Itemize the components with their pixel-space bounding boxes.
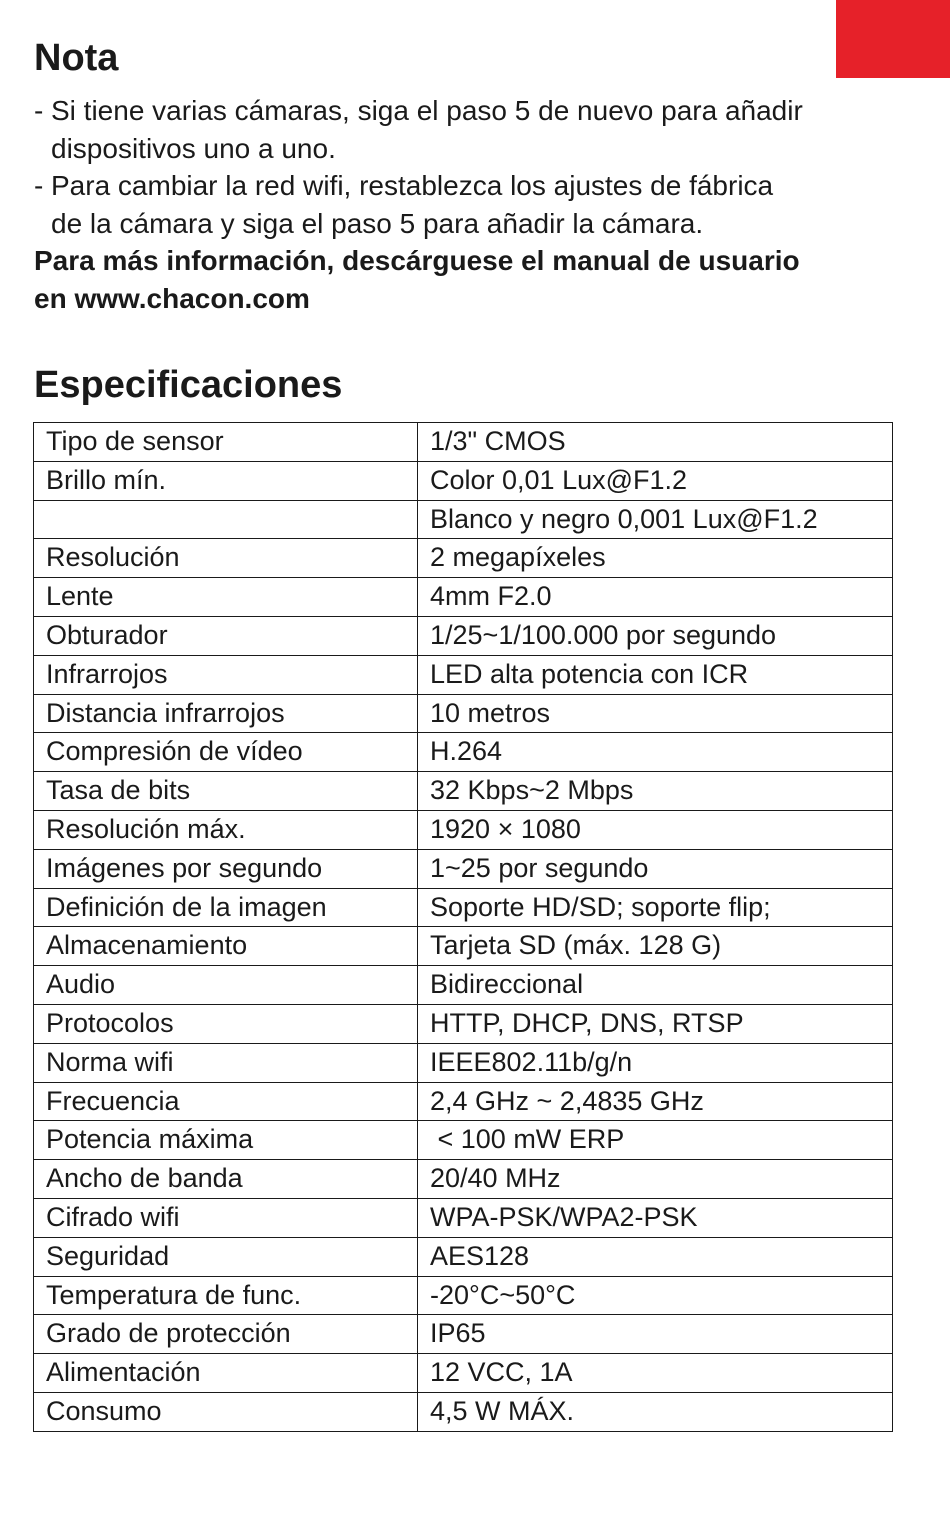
- spec-label: Tasa de bits: [34, 772, 418, 811]
- specifications-table: [33, 422, 893, 1432]
- spec-value: Tarjeta SD (máx. 128 G): [418, 927, 893, 966]
- spec-row: [34, 500, 893, 539]
- spec-label: Consumo: [34, 1392, 418, 1431]
- spec-row: [34, 578, 893, 617]
- spec-value: -20°C~50°C: [418, 1276, 893, 1315]
- spec-label: Compresión de vídeo: [34, 733, 418, 772]
- spec-value: IEEE802.11b/g/n: [418, 1043, 893, 1082]
- spec-row: [34, 810, 893, 849]
- spec-value: WPA-PSK/WPA2-PSK: [418, 1198, 893, 1237]
- more-info-text: [34, 242, 914, 317]
- spec-row: [34, 539, 893, 578]
- spec-value: H.264: [418, 733, 893, 772]
- spec-row: [34, 1315, 893, 1354]
- spec-value: 1~25 por segundo: [418, 849, 893, 888]
- spec-row: [34, 733, 893, 772]
- spec-row: [34, 616, 893, 655]
- spec-row: [34, 1004, 893, 1043]
- spec-value: 32 Kbps~2 Mbps: [418, 772, 893, 811]
- spec-label: Potencia máxima: [34, 1121, 418, 1160]
- spec-row: [34, 694, 893, 733]
- spec-value: 2 megapíxeles: [418, 539, 893, 578]
- spec-label: Brillo mín.: [34, 461, 418, 500]
- spec-value: 1920 × 1080: [418, 810, 893, 849]
- spec-label: Resolución máx.: [34, 810, 418, 849]
- spec-row: [34, 461, 893, 500]
- spec-row: [34, 927, 893, 966]
- spec-value: < 100 mW ERP: [418, 1121, 893, 1160]
- spec-row: [34, 772, 893, 811]
- nota-section: [34, 92, 914, 317]
- spec-row: [34, 1276, 893, 1315]
- spec-label: Imágenes por segundo: [34, 849, 418, 888]
- spec-label: Definición de la imagen: [34, 888, 418, 927]
- spec-row: [34, 849, 893, 888]
- note-text-line: de la cámara y siga el paso 5 para añadir la cámara.: [51, 207, 704, 239]
- note-item: [34, 167, 914, 242]
- spec-row: [34, 966, 893, 1005]
- spec-label: Audio: [34, 966, 418, 1005]
- spec-label: Infrarrojos: [34, 655, 418, 694]
- spec-label: [34, 500, 418, 539]
- red-corner-tab: [836, 0, 950, 78]
- spec-value: IP65: [418, 1315, 893, 1354]
- spec-label: Seguridad: [34, 1237, 418, 1276]
- spec-row: [34, 423, 893, 462]
- spec-row: [34, 1237, 893, 1276]
- spec-label: Cifrado wifi: [34, 1198, 418, 1237]
- spec-label: Norma wifi: [34, 1043, 418, 1082]
- spec-value: 20/40 MHz: [418, 1160, 893, 1199]
- spec-value: 1/3" CMOS: [418, 423, 893, 462]
- spec-label: Resolución: [34, 539, 418, 578]
- spec-value: 4mm F2.0: [418, 578, 893, 617]
- more-info-line: Para más información, descárguese el manual de usuario: [34, 245, 800, 276]
- specifications-heading: Especificaciones: [34, 364, 343, 406]
- spec-label: Lente: [34, 578, 418, 617]
- note-dash: -: [34, 170, 44, 201]
- spec-value: LED alta potencia con ICR: [418, 655, 893, 694]
- specifications-table-body: [34, 423, 893, 1432]
- spec-label: Protocolos: [34, 1004, 418, 1043]
- spec-value: 1/25~1/100.000 por segundo: [418, 616, 893, 655]
- spec-row: [34, 1082, 893, 1121]
- spec-value: Soporte HD/SD; soporte flip;: [418, 888, 893, 927]
- spec-value: HTTP, DHCP, DNS, RTSP: [418, 1004, 893, 1043]
- note-text-line: dispositivos uno a uno.: [51, 132, 336, 164]
- spec-value: Color 0,01 Lux@F1.2: [418, 461, 893, 500]
- note-text-line: Para cambiar la red wifi, restablezca los ajustes de fábrica: [51, 170, 774, 201]
- note-item: [34, 92, 914, 167]
- spec-label: Frecuencia: [34, 1082, 418, 1121]
- spec-value: AES128: [418, 1237, 893, 1276]
- spec-value: 4,5 W MÁX.: [418, 1392, 893, 1431]
- spec-label: Ancho de banda: [34, 1160, 418, 1199]
- spec-row: [34, 888, 893, 927]
- spec-value: Blanco y negro 0,001 Lux@F1.2: [418, 500, 893, 539]
- spec-row: [34, 1043, 893, 1082]
- spec-row: [34, 655, 893, 694]
- spec-row: [34, 1354, 893, 1393]
- spec-value: 10 metros: [418, 694, 893, 733]
- spec-value: 12 VCC, 1A: [418, 1354, 893, 1393]
- spec-label: Obturador: [34, 616, 418, 655]
- spec-value: 2,4 GHz ~ 2,4835 GHz: [418, 1082, 893, 1121]
- spec-label: Almacenamiento: [34, 927, 418, 966]
- spec-row: [34, 1392, 893, 1431]
- spec-label: Tipo de sensor: [34, 423, 418, 462]
- spec-value: Bidireccional: [418, 966, 893, 1005]
- spec-row: [34, 1121, 893, 1160]
- spec-row: [34, 1198, 893, 1237]
- note-dash: -: [34, 95, 44, 126]
- nota-heading: Nota: [34, 37, 119, 79]
- spec-label: Alimentación: [34, 1354, 418, 1393]
- spec-row: [34, 1160, 893, 1199]
- spec-label: Grado de protección: [34, 1315, 418, 1354]
- spec-label: Distancia infrarrojos: [34, 694, 418, 733]
- spec-label: Temperatura de func.: [34, 1276, 418, 1315]
- note-text-line: Si tiene varias cámaras, siga el paso 5 de nuevo para añadir: [51, 95, 803, 126]
- more-info-line: en www.chacon.com: [34, 282, 310, 314]
